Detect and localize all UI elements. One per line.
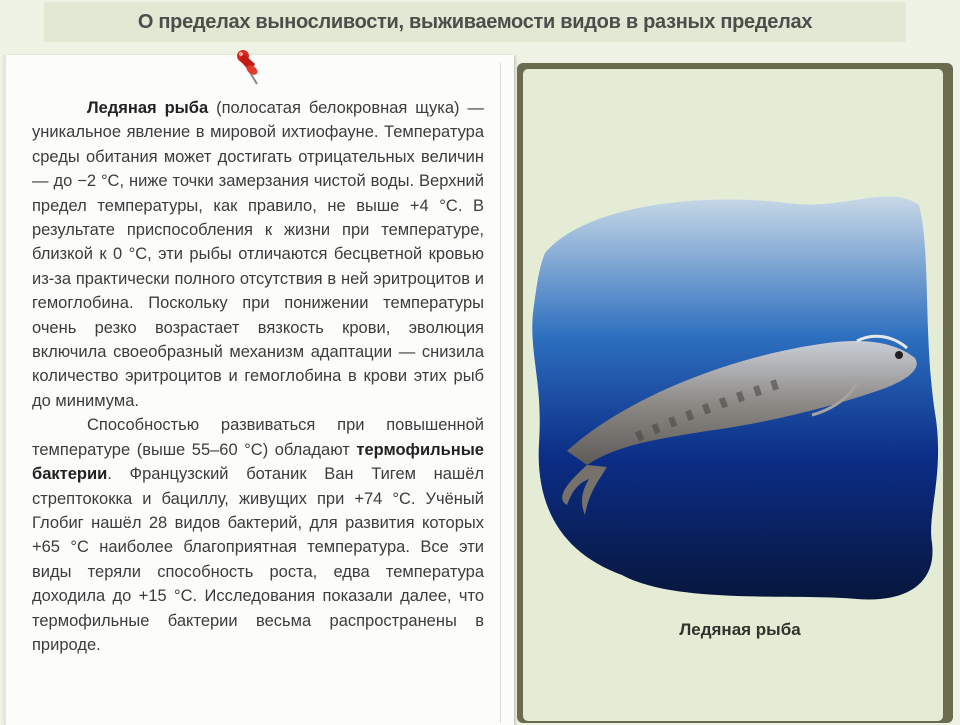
paper-edge [500,63,501,723]
icefish-photo [527,183,943,603]
paragraph-thermophiles [32,413,484,657]
paragraph-icefish [32,96,484,413]
term-thermophiles: термофильные бактерии [32,440,484,484]
figure-caption: Ледяная рыба [679,620,801,639]
pushpin-icon [234,46,268,88]
term-icefish: Ледяная рыба [87,99,209,117]
header-bar [44,2,906,42]
paragraph-icefish-body: (полосатая белокровная щука) — уникальное явление в мировой ихтиофауне. Температура среды обитания может достигать отрицательных величин — до −2 °С, ниже точки замерзания чистой воды. Верхний предел температуры, как правило, не выше +4 °С. В результате приспособления к жизни при температуре, близкой к 0 °С, эти рыбы отличаются бесцветной кровью из-за практически полного отсутствия в ней эритроцитов и гемоглобина. Поскольку при понижении температуры очень резко возрастает вязкость крови, эволюция включила своеобразный механизм адаптации — снизила количество эритроцитов и гемоглобина в крови этих рыб до минимума. [32,99,485,410]
paragraph-thermophiles-body: . Французский ботаник Ван Тигем нашёл стрептококка и бациллу, живущих при +74 °С. Учёный Глобиг нашёл 28 видов бактерий, для развития которых +65 °С наиболее благоприятная температура. Все эти виды теряли способность роста, едва температура доходила до +15 °С. Исследования показали далее, что термофильные бактерии весьма распространены в природе. [32,465,484,654]
article-text [32,96,484,657]
paragraph-thermophiles-lead: Способностью развиваться при повышенной температуре (выше 55–60 °С) обладают [32,416,484,459]
page-title: О пределах выносливости, выживаемости видов в разных пределах [137,11,813,33]
